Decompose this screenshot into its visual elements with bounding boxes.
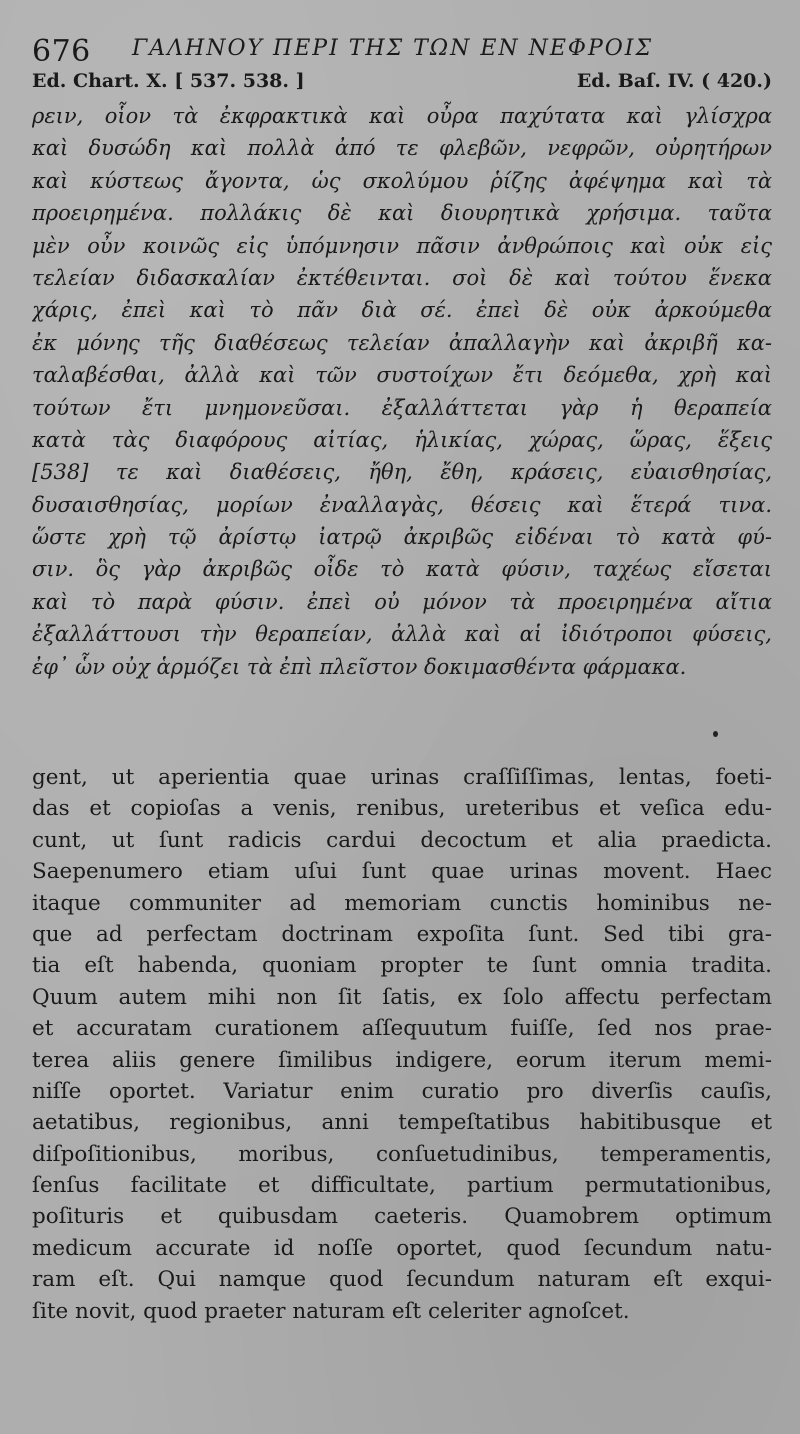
latin-line: diſpoſitionibus, moribus, conſuetudinibus, temperamentis, (32, 1141, 772, 1167)
greek-line: καὶ τὸ παρὰ φύσιν. ἐπεὶ οὐ μόνον τὰ προειρημένα αἴτια (32, 589, 772, 614)
greek-line: ἐφ᾽ ὧν οὐχ ἁρμόζει τὰ ἐπὶ πλεῖστον δοκιμασθέντα φάρμακα. (32, 654, 687, 679)
latin-line: cunt, ut ſunt radicis cardui decoctum et alia praedicta. (32, 827, 772, 853)
latin-line: et accuratam curationem aſſequutum fuiſſe, ſed nos prae- (32, 1016, 772, 1042)
greek-line: ἐξαλλάττουσι τὴν θεραπείαν, ἀλλὰ καὶ αἱ ἰδιότροποι φύσεις, (32, 622, 772, 647)
greek-line: τούτων ἔτι μνημονεῦσαι. ἐξαλλάττεται γὰρ ἡ θεραπεία (32, 395, 772, 420)
greek-line: προειρημένα. πολλάκις δὲ καὶ διουρητικὰ χρήσιμα. ταῦτα (32, 201, 772, 226)
latin-line: terea aliis genere ſimilibus indigere, eorum iterum memi- (32, 1047, 772, 1073)
latin-line: gent, ut aperientia quae urinas craſſiſſimas, lentas, foeti- (32, 765, 772, 790)
latin-line: aetatibus, regionibus, anni tempeſtatibus habitibusque et (32, 1110, 772, 1136)
greek-line: μὲν οὖν κοινῶς εἰς ὑπόμνησιν πᾶσιν ἀνθρώποις καὶ οὐκ εἰς (32, 233, 772, 258)
latin-line: Quum autem mihi non ſit ſatis, ex ſolo affectu perfectam (32, 984, 772, 1010)
greek-line: κατὰ τὰς διαφόρους αἰτίας, ἡλικίας, χώρας, ὥρας, ἕξεις (32, 427, 772, 452)
greek-line: [538] τε καὶ διαθέσεις, ἤθη, ἔθη, κράσεις, εὐαισθησίας, (32, 460, 772, 485)
latin-line: das et copioſas a venis, renibus, ureteribus et veſica edu- (32, 796, 772, 822)
greek-text-block (32, 100, 772, 683)
latin-line: itaque communiter ad memoriam cunctis hominibus ne- (32, 890, 772, 916)
ink-speck (713, 731, 718, 737)
edition-basel-reference: Ed. Baſ. IV. ( 420.) (576, 70, 772, 92)
edition-reference-line (32, 70, 772, 98)
greek-line: ταλαβέσθαι, ἀλλὰ καὶ τῶν συστοίχων ἔτι δεόμεθα, χρὴ καὶ (32, 363, 772, 388)
greek-line: καὶ δυσώδη καὶ πολλὰ ἀπό τε φλεβῶν, νεφρῶν, οὐρητήρων (32, 136, 772, 161)
greek-line: χάρις, ἐπεὶ καὶ τὸ πᾶν διὰ σέ. ἐπεὶ δὲ οὐκ ἀρκούμεθα (32, 298, 772, 323)
edition-chart-reference: Ed. Chart. X. [ 537. 538. ] (32, 70, 305, 92)
latin-line: poſituris et quibusdam caeteris. Quamobrem optimum (32, 1204, 772, 1230)
latin-text-block (32, 762, 772, 1327)
greek-line: καὶ κύστεως ἄγοντα, ὡς σκολύμου ῥίζης ἀφέψημα καὶ τὰ (32, 168, 772, 193)
page-number: 676 (32, 34, 91, 69)
latin-line: niſſe oportet. Variatur enim curatio pro diverſis cauſis, (32, 1078, 772, 1104)
greek-line: ὥστε χρὴ τῷ ἀρίστῳ ἰατρῷ ἀκριβῶς εἰδέναι τὸ κατὰ φύ- (32, 525, 772, 550)
latin-line: que ad perfectam doctrinam expoſita ſunt. Sed tibi gra- (32, 921, 772, 947)
greek-line: ρειν, οἷον τὰ ἐκφρακτικὰ καὶ οὖρα παχύτατα καὶ γλίσχρα (32, 104, 772, 128)
latin-line: tia eſt habenda, quoniam propter te ſunt omnia tradita. (32, 953, 772, 979)
latin-line: medicum accurate id noſſe oportet, quod ſecundum natu- (32, 1235, 772, 1261)
latin-line: Saepenumero etiam uſui ſunt quae urinas movent. Haec (32, 859, 772, 885)
greek-line: δυσαισθησίας, μορίων ἐναλλαγὰς, θέσεις καὶ ἕτερά τινα. (32, 492, 772, 517)
greek-line: ἐκ μόνης τῆς διαθέσεως τελείαν ἀπαλλαγὴν καὶ ἀκριβῆ κα- (32, 330, 772, 355)
greek-line: τελείαν διδασκαλίαν ἐκτέθεινται. σοὶ δὲ καὶ τούτου ἕνεκα (32, 265, 772, 290)
running-title: ΓΑΛΗΝΟΥ ΠΕΡΙ ΤΗΣ ΤΩΝ ΕΝ ΝΕΦΡΟΙΣ (132, 36, 654, 61)
latin-line: ſenſus facilitate et difficultate, partium permutationibus, (32, 1173, 772, 1199)
latin-line: ſite novit, quod praeter naturam eſt celeriter agnoſcet. (32, 1298, 630, 1324)
page-header (32, 34, 772, 68)
latin-line: ram eſt. Qui namque quod ſecundum naturam eſt exqui- (32, 1267, 772, 1293)
greek-line: σιν. ὃς γὰρ ἀκριβῶς οἶδε τὸ κατὰ φύσιν, ταχέως εἴσεται (32, 557, 772, 582)
